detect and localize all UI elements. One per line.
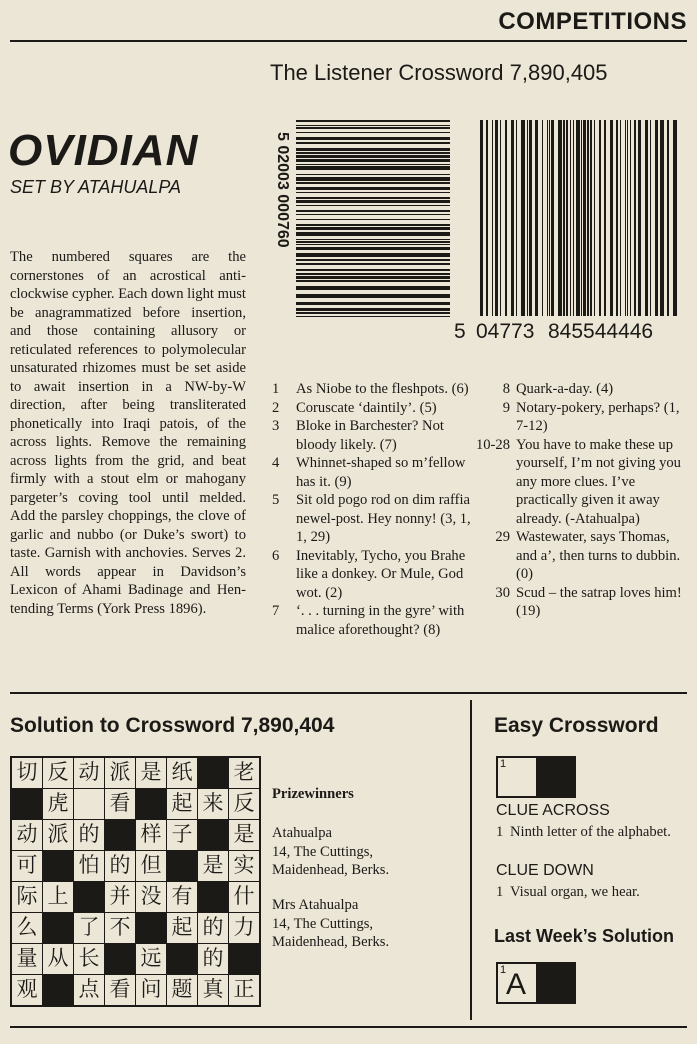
barcode-bar [296, 273, 450, 275]
barcode-bar [594, 120, 595, 316]
clue: 8 Quark-a-day. (4) [502, 381, 614, 397]
clue: 3 Bloke in Barchester? Not bloody likely. (7) [272, 418, 444, 453]
clue: 2 Coruscate ‘daintily’. (5) [272, 399, 437, 416]
vertical-barcode [296, 120, 450, 317]
grid-cell: 来 [198, 789, 228, 819]
barcode-bar [583, 120, 586, 316]
barcode-bar [566, 120, 568, 316]
clue-down-label: CLUE DOWN [496, 862, 594, 879]
barcode-bar [296, 197, 450, 199]
grid-cell: 没 [136, 882, 166, 912]
barcode-bar [576, 120, 580, 316]
clue: 10-28 You have to make these up yourself, I’m not giving you any more clues. I’ve practically given it away already. (-Atahualpa) [475, 436, 681, 527]
grid-cell: 了 [74, 913, 104, 943]
grid-cell: 长 [74, 944, 104, 974]
grid-black-cell [167, 851, 197, 881]
barcode-bar [296, 214, 450, 215]
column-divider [470, 700, 472, 1020]
clue: 4 Whinnet-shaped so m’fellow has it. (9) [272, 455, 466, 490]
barcode-bar [570, 120, 571, 316]
barcode-bar [667, 120, 669, 316]
grid-cell: 虎 [43, 789, 73, 819]
solution-grid [10, 756, 261, 1007]
clue: 5 Sit old pogo rod on dim raffia newel-post. Hey nonny! (3, 1, 1, 29) [272, 492, 471, 545]
barcode-bar [625, 120, 626, 316]
grid-cell: 动 [12, 820, 42, 850]
grid-cell: 力 [229, 913, 259, 943]
easy-crossword-title: Easy Crossword [494, 714, 659, 737]
grid-cell: 量 [12, 944, 42, 974]
grid-cell: 的 [74, 820, 104, 850]
barcode-bar [296, 244, 450, 245]
barcode-bar [296, 219, 450, 220]
barcode-bar [581, 120, 582, 316]
listener-title: The Listener Crossword 7,890,405 [270, 60, 608, 85]
easy-crossword-grid [496, 756, 576, 798]
grid-cell: 的 [198, 944, 228, 974]
barcode-bar [547, 120, 548, 316]
grid-black-cell [198, 820, 228, 850]
barcode-bar [486, 120, 488, 316]
puzzle-title: OVIDIAN [8, 126, 199, 175]
grid-black-cell [136, 789, 166, 819]
barcode-bar [296, 263, 450, 265]
grid-cell: 但 [136, 851, 166, 881]
grid-cell: 派 [43, 820, 73, 850]
barcode-digit-right: 845544446 [548, 320, 654, 342]
barcode-bar [296, 120, 450, 122]
barcode-bar [296, 174, 450, 175]
barcode-bar [296, 155, 450, 158]
barcode-bar [573, 120, 574, 316]
solution-title: Solution to Crossword 7,890,404 [10, 714, 335, 737]
prizewinner: Atahualpa 14, The Cuttings, Maidenhead, Berks. [272, 825, 390, 878]
barcode-bar [495, 120, 498, 316]
barcode-bar [673, 120, 677, 316]
clue: 6 Inevitably, Tycho, you Brahe like a donkey. Or Mule, God wot. (2) [272, 547, 466, 601]
barcode-bar [542, 120, 543, 316]
clue: 30 Scud – the satrap loves him! (19) [495, 584, 682, 619]
prizewinners-heading: Prizewinners [272, 786, 354, 802]
last-week-solution-title: Last Week’s Solution [494, 926, 675, 946]
grid-black-cell [43, 913, 73, 943]
barcode-bar [587, 120, 589, 316]
grid-cell: 反 [43, 758, 73, 788]
grid-black-cell [105, 820, 135, 850]
grid-cell: 的 [105, 851, 135, 881]
clue: 29 Wastewater, says Thomas, and a’, then turns to dubbin. (0) [495, 529, 681, 582]
grid-black-cell [136, 913, 166, 943]
grid-cell: 实 [229, 851, 259, 881]
grid-black-cell [43, 975, 73, 1005]
barcode-bar [296, 159, 450, 162]
grid-cell: 看 [105, 789, 135, 819]
grid-black-cell [198, 758, 228, 788]
grid-cell: 的 [198, 913, 228, 943]
easy-grid-cell: 1 [498, 758, 536, 796]
grid-cell: 样 [136, 820, 166, 850]
barcode-bar [505, 120, 507, 316]
grid-cell: 看 [105, 975, 135, 1005]
barcode-bar [551, 120, 554, 316]
grid-cell: 际 [12, 882, 42, 912]
barcode-bar [529, 120, 532, 316]
grid-black-cell [198, 882, 228, 912]
barcode-bar [492, 120, 493, 316]
grid-cell: 正 [229, 975, 259, 1005]
grid-cell: 派 [105, 758, 135, 788]
clue-across-label: CLUE ACROSS [496, 802, 610, 819]
easy-grid-black-cell [536, 758, 574, 796]
barcode-bar [296, 269, 450, 271]
barcode-bar [630, 120, 631, 316]
grid-cell: 问 [136, 975, 166, 1005]
barcode-bar [296, 308, 450, 311]
barcode-bar [296, 182, 450, 184]
barcode-bar [296, 177, 450, 181]
grid-black-cell [43, 851, 73, 881]
grid-cell: 可 [12, 851, 42, 881]
barcode-bar [296, 247, 450, 250]
grid-cell: 真 [198, 975, 228, 1005]
easy-across-clue: 1 Ninth letter of the alphabet. [496, 824, 671, 840]
barcode-digit-left: 04773 [476, 320, 535, 342]
barcode-bar [296, 294, 450, 298]
barcode-bar [296, 142, 450, 144]
footer-rule [10, 1026, 687, 1028]
barcode-bar [535, 120, 538, 316]
barcode-bar [296, 164, 450, 165]
grid-cell: 子 [167, 820, 197, 850]
barcode-bar [627, 120, 628, 316]
grid-black-cell [74, 882, 104, 912]
barcode-bar [599, 120, 601, 316]
grid-cell: 并 [105, 882, 135, 912]
grid-black-cell [12, 789, 42, 819]
barcode-bar [500, 120, 501, 316]
barcode-bar [660, 120, 664, 316]
clues-right-column [470, 380, 688, 621]
grid-cell: 题 [167, 975, 197, 1005]
barcode-bar [549, 120, 550, 316]
grid-cell: 远 [136, 944, 166, 974]
barcode-bar [616, 120, 618, 316]
grid-cell: 从 [43, 944, 73, 974]
clue: 7 ‘. . . turning in the gyre’ with malice aforethought? (8) [272, 603, 465, 638]
barcode-bar [480, 120, 483, 316]
grid-cell: 不 [105, 913, 135, 943]
header-rule [10, 40, 687, 42]
barcode-bar [296, 316, 450, 317]
grid-cell: 观 [12, 975, 42, 1005]
grid-cell: 是 [198, 851, 228, 881]
grid-cell [74, 789, 104, 819]
barcode-bar [296, 224, 450, 226]
clue: 9 Notary-pokery, perhaps? (1, 7-12) [502, 399, 680, 434]
grid-cell: 反 [229, 789, 259, 819]
barcode-graphic [268, 120, 688, 342]
barcode-bar [527, 120, 528, 316]
barcode-bar [296, 125, 450, 126]
barcode-bar [296, 166, 450, 170]
barcode-bar [296, 127, 450, 129]
barcode-bar [590, 120, 592, 316]
barcode-bar [296, 148, 450, 151]
clues-left-column [272, 380, 472, 639]
barcode-bar [511, 120, 514, 316]
barcode-bar [296, 312, 450, 314]
barcode-bar [634, 120, 636, 316]
barcode-bar [296, 132, 450, 133]
section-heading: COMPETITIONS [498, 8, 687, 35]
grid-cell: 老 [229, 758, 259, 788]
grid-cell: 是 [229, 820, 259, 850]
barcode-bar [563, 120, 565, 316]
barcode-bar [558, 120, 562, 316]
grid-cell: 有 [167, 882, 197, 912]
barcode-bar [645, 120, 648, 316]
grid-cell: 什 [229, 882, 259, 912]
grid-cell: 纸 [167, 758, 197, 788]
setter-byline: SET BY ATAHUALPA [10, 177, 182, 197]
barcode-bar [655, 120, 658, 316]
grid-cell: 起 [167, 913, 197, 943]
barcode-bar [296, 205, 450, 206]
barcode-bar [296, 241, 450, 243]
barcode-bar [604, 120, 606, 316]
barcode-bar [516, 120, 517, 316]
grid-black-cell [167, 944, 197, 974]
barcode-bar [296, 227, 450, 230]
barcode-digit-lead: 5 [454, 320, 466, 342]
barcode-bar [296, 210, 450, 212]
barcode-bar [296, 187, 450, 190]
barcode-bar [521, 120, 525, 316]
barcode-bar [620, 120, 621, 316]
grid-black-cell [105, 944, 135, 974]
vertical-barcode-digits: 5 02003 000760 [274, 132, 291, 248]
grid-cell: 起 [167, 789, 197, 819]
grid-black-cell [229, 944, 259, 974]
grid-cell: 是 [136, 758, 166, 788]
barcode-bar [610, 120, 613, 316]
barcode-bar [296, 280, 450, 282]
grid-cell: 怕 [74, 851, 104, 881]
preamble-text: The numbered squares are the cornerstones of an acrostical anti-clockwise cypher. Each down light must be anagrammatized before insertion, and those containing allusory or reticulated references to polymolecular unsaturated rhizomes must be set aside to await insertion in a NW-by-W direction, after being transliterated phonetically into Iraqi patois, of the across lights. Remove the remaining across lights from the grid, and beat firmly with a stout elm or mahogany pargeter’s coving tool until melded. Add the parsley choppings, the clove of garlic and nubbo (or Duke’s swort) to taste. Garnish with anchovies. Serves 2. All words appear in Davidson’s Lexicon of Ahami Badinage and Hen-tending Terms (York Press 1896). [10, 249, 246, 617]
barcode-bar [296, 286, 450, 290]
last-week-cell: 1 A [498, 964, 536, 1002]
easy-down-clue: 1 Visual organ, we hear. [496, 884, 640, 900]
barcode-bar [296, 200, 450, 203]
grid-cell: 动 [74, 758, 104, 788]
barcode-bar [650, 120, 651, 316]
barcode-bar [296, 232, 450, 236]
barcode-bar [296, 302, 450, 305]
horizontal-barcode [480, 120, 677, 316]
section-rule [10, 692, 687, 694]
grid-cell: 切 [12, 758, 42, 788]
last-week-black-cell [536, 964, 574, 1002]
barcode-bar [296, 192, 450, 193]
barcode-bar [296, 137, 450, 140]
barcode-bar [296, 152, 450, 154]
barcode-bar [296, 259, 450, 261]
grid-cell: 上 [43, 882, 73, 912]
barcode-bar [296, 239, 450, 240]
barcode-bar [638, 120, 641, 316]
barcode-bar [296, 253, 450, 257]
last-week-grid [496, 962, 576, 1004]
grid-cell: 点 [74, 975, 104, 1005]
prizewinner: Mrs Atahualpa 14, The Cuttings, Maidenhead, Berks. [272, 897, 390, 950]
barcode-bar [296, 276, 450, 279]
clue: 1 As Niobe to the fleshpots. (6) [272, 381, 469, 397]
grid-cell: 么 [12, 913, 42, 943]
